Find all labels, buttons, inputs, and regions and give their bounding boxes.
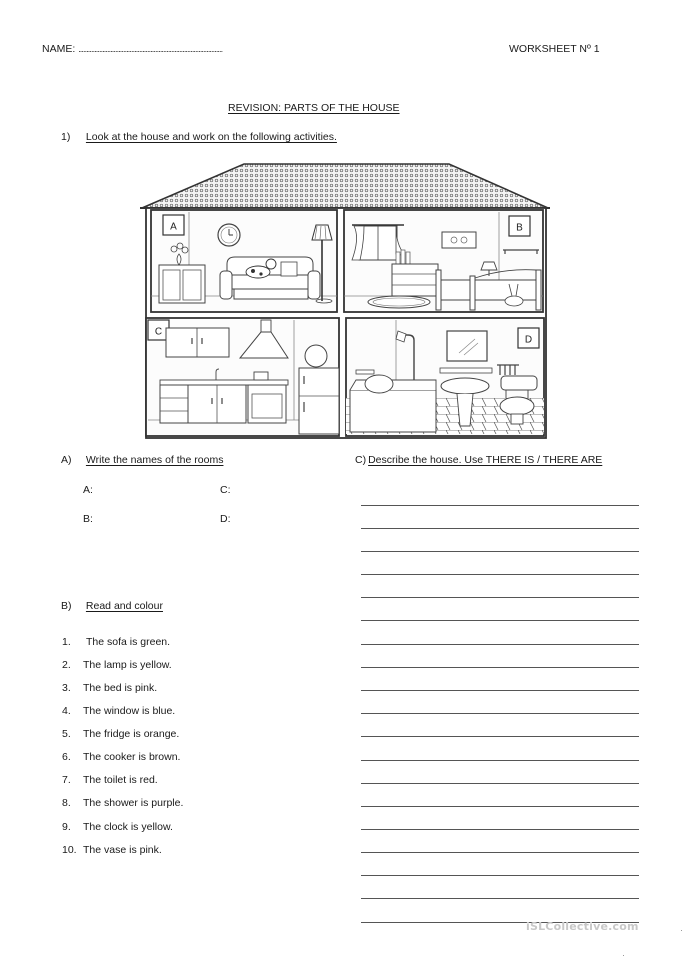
writing-line[interactable]: [361, 760, 639, 761]
list-item: 3. The bed is pink.: [62, 682, 158, 694]
room-field-c[interactable]: C:: [220, 484, 231, 496]
room-field-b[interactable]: B:: [83, 513, 93, 525]
room-field-d[interactable]: D:: [220, 513, 231, 525]
section-c-heading: [355, 454, 602, 466]
list-item: 7. The toilet is red.: [62, 774, 158, 786]
room-d: [346, 318, 544, 436]
section-b-letter: B): [61, 600, 72, 612]
section-a-text: Write the names of the rooms: [85, 454, 224, 466]
list-item: 10. The vase is pink.: [62, 844, 162, 856]
room-b: [344, 210, 543, 312]
name-dots: ..........................................................................................: [78, 44, 223, 54]
list-item: 5. The fridge is orange.: [62, 728, 180, 740]
list-item: 9. The clock is yellow.: [62, 821, 173, 833]
instruction-number: 1): [61, 131, 71, 143]
writing-line[interactable]: [361, 667, 639, 668]
section-b-heading: [61, 600, 163, 612]
room-field-a[interactable]: A:: [83, 484, 93, 496]
house-illustration: [134, 158, 554, 443]
writing-line[interactable]: [361, 644, 639, 645]
writing-line[interactable]: [361, 806, 639, 807]
writing-line[interactable]: [361, 551, 639, 552]
room-a: [151, 210, 337, 312]
writing-line[interactable]: [361, 528, 639, 529]
writing-line[interactable]: [361, 505, 639, 506]
svg-text:B: B: [516, 222, 523, 234]
watermark: iSLCollective.com: [526, 920, 639, 933]
room-c: [146, 318, 339, 436]
list-item: 1. The sofa is green.: [62, 636, 171, 648]
roof: [140, 164, 550, 208]
list-item: 8. The shower is purple.: [62, 797, 184, 809]
name-label: NAME:: [42, 43, 76, 55]
writing-line[interactable]: [361, 736, 639, 737]
writing-line[interactable]: [361, 713, 639, 714]
list-item: 4. The window is blue.: [62, 705, 176, 717]
speck: [623, 955, 624, 956]
section-a-letter: A): [61, 454, 72, 466]
list-item: 6. The cooker is brown.: [62, 751, 181, 763]
worksheet-number: WORKSHEET Nº 1: [509, 43, 600, 55]
section-c-letter: C): [355, 454, 367, 466]
writing-line[interactable]: [361, 898, 639, 899]
section-b-text: Read and colour: [85, 600, 163, 612]
writing-line[interactable]: [361, 829, 639, 830]
speck: [681, 930, 682, 931]
page-title: REVISION: PARTS OF THE HOUSE: [228, 102, 400, 114]
writing-line[interactable]: [361, 620, 639, 621]
instruction-text: Look at the house and work on the following activities.: [85, 131, 337, 143]
svg-text:A: A: [170, 221, 177, 233]
instruction-1: [61, 131, 337, 143]
svg-text:C: C: [154, 326, 163, 338]
writing-line[interactable]: [361, 852, 639, 853]
writing-line[interactable]: [361, 690, 639, 691]
writing-line[interactable]: [361, 783, 639, 784]
section-c-text: Describe the house. Use THERE IS / THERE ARE: [368, 454, 603, 466]
writing-line[interactable]: [361, 597, 639, 598]
list-item: 2. The lamp is yellow.: [62, 659, 172, 671]
writing-line[interactable]: [361, 574, 639, 575]
section-a-heading: [61, 454, 223, 466]
name-field[interactable]: [42, 43, 222, 55]
writing-line[interactable]: [361, 875, 639, 876]
svg-text:D: D: [524, 334, 533, 346]
